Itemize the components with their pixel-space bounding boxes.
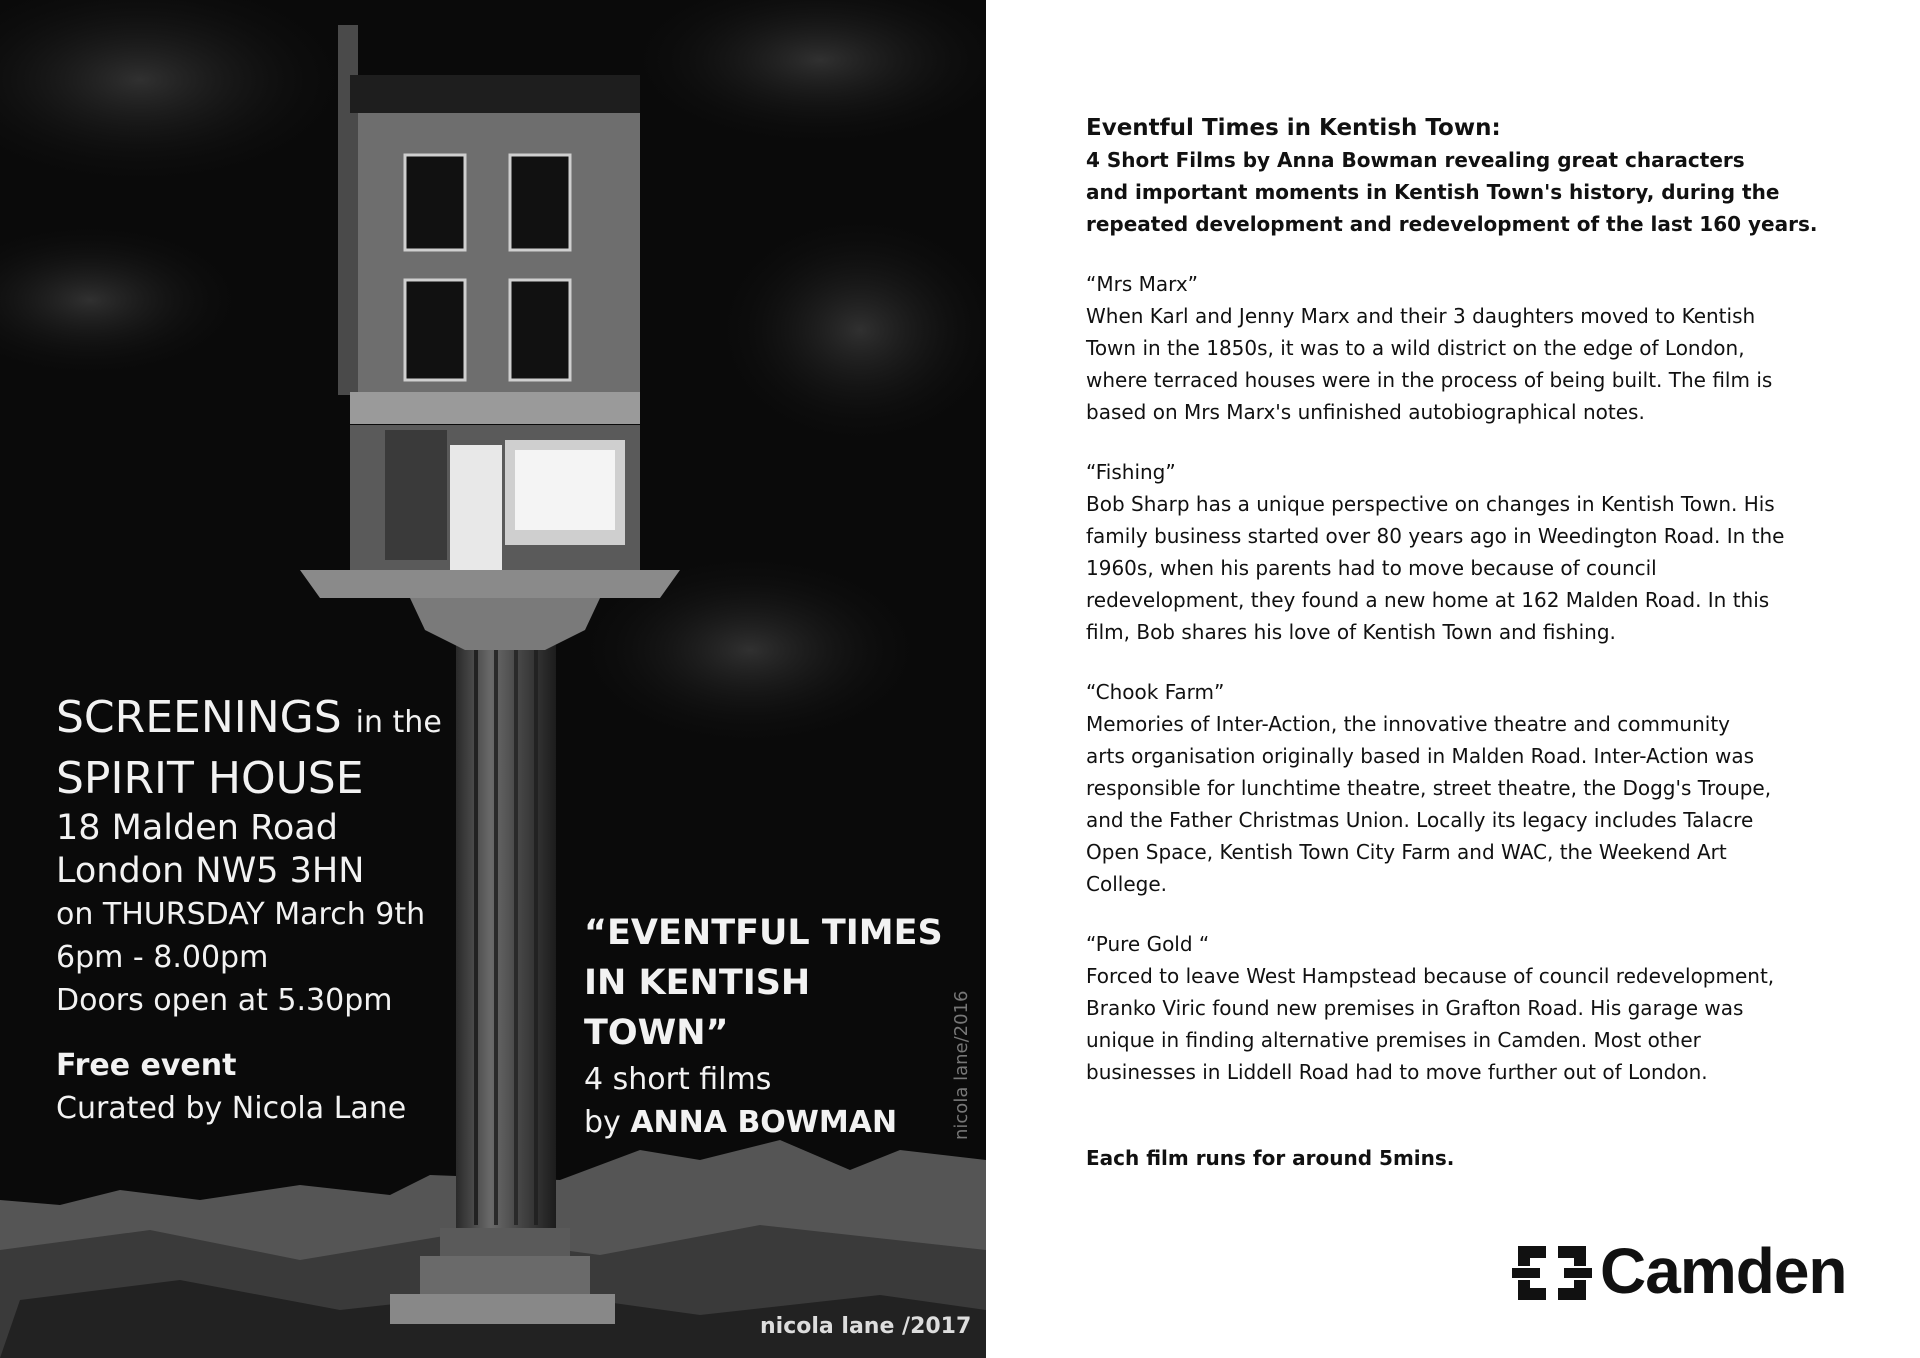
film-desc-line: 1960s, when his parents had to move because of council xyxy=(1086,556,1657,580)
director-name: ANNA BOWMAN xyxy=(630,1105,898,1140)
film-desc-line: Memories of Inter-Action, the innovative theatre and community xyxy=(1086,712,1731,736)
artist-credit: nicola lane /2017 xyxy=(760,1314,972,1339)
film-series-title xyxy=(584,908,964,1144)
film-entry-chook-farm xyxy=(1086,676,1826,900)
vertical-artist-credit: nicola lane/2016 xyxy=(951,990,972,1140)
address-line-1: 18 Malden Road xyxy=(56,808,338,848)
film-desc-line: Bob Sharp has a unique perspective on changes in Kentish Town. His xyxy=(1086,492,1775,516)
film-desc-line: responsible for lunchtime theatre, street theatre, the Dogg's Troupe, xyxy=(1086,776,1772,800)
film-title: “Fishing” xyxy=(1086,460,1176,484)
film-title-line-2: IN KENTISH TOWN” xyxy=(584,963,811,1053)
camden-logo xyxy=(1512,1235,1847,1314)
film-desc-line: businesses in Liddell Road had to move further out of London. xyxy=(1086,1060,1708,1084)
info-subtitle-1: 4 Short Films by Anna Bowman revealing great characters xyxy=(1086,148,1745,172)
pillar-base xyxy=(420,1256,590,1296)
film-desc-line: film, Bob shares his love of Kentish Town and fishing. xyxy=(1086,620,1616,644)
film-desc-line: family business started over 80 years ago in Weedington Road. In the xyxy=(1086,524,1785,548)
screening-details xyxy=(56,690,476,1130)
info-subtitle-2: and important moments in Kentish Town's history, during the xyxy=(1086,180,1780,204)
film-title: “Mrs Marx” xyxy=(1086,272,1199,296)
film-desc-line: where terraced houses were in the process of being built. The film is xyxy=(1086,368,1773,392)
runtime-note: Each film runs for around 5mins. xyxy=(1086,1146,1455,1170)
info-panel xyxy=(1086,112,1826,1174)
director-line xyxy=(584,1101,964,1144)
event-date: on THURSDAY March 9th xyxy=(56,897,426,932)
free-event-label: Free event xyxy=(56,1048,237,1083)
screenings-word: SCREENINGS xyxy=(56,692,342,743)
film-title-line-1: “EVENTFUL TIMES xyxy=(584,913,943,953)
film-desc-line: Branko Viric found new premises in Grafton Road. His garage was xyxy=(1086,996,1744,1020)
venue-name: SPIRIT HOUSE xyxy=(56,753,364,804)
info-title: Eventful Times in Kentish Town: xyxy=(1086,115,1501,141)
film-desc-line: Forced to leave West Hampstead because of council redevelopment, xyxy=(1086,964,1775,988)
film-title: “Chook Farm” xyxy=(1086,680,1225,704)
film-entry-pure-gold xyxy=(1086,928,1826,1088)
screenings-heading xyxy=(56,690,476,751)
film-desc-line: based on Mrs Marx's unfinished autobiographical notes. xyxy=(1086,400,1645,424)
by-text: by xyxy=(584,1105,621,1140)
film-entry-mrs-marx xyxy=(1086,268,1826,428)
info-subtitle-3: repeated development and redevelopment of the last 160 years. xyxy=(1086,212,1818,236)
film-desc-line: redevelopment, they found a new home at 162 Malden Road. In this xyxy=(1086,588,1770,612)
camden-logo-icon xyxy=(1512,1242,1592,1304)
doors-time: Doors open at 5.30pm xyxy=(56,983,393,1018)
house-shelf xyxy=(300,570,680,598)
camden-logo-text: Camden xyxy=(1600,1235,1847,1307)
curator-line: Curated by Nicola Lane xyxy=(56,1091,407,1126)
film-desc-line: College. xyxy=(1086,872,1167,896)
film-desc-line: Town in the 1850s, it was to a wild district on the edge of London, xyxy=(1086,336,1745,360)
film-desc-line: arts organisation originally based in Malden Road. Inter-Action was xyxy=(1086,744,1755,768)
film-desc-line: When Karl and Jenny Marx and their 3 daughters moved to Kentish xyxy=(1086,304,1756,328)
film-count: 4 short films xyxy=(584,1062,772,1097)
film-title: “Pure Gold “ xyxy=(1086,932,1210,956)
film-entry-fishing xyxy=(1086,456,1826,648)
film-desc-line: and the Father Christmas Union. Locally its legacy includes Talacre xyxy=(1086,808,1754,832)
film-desc-line: unique in finding alternative premises in Camden. Most other xyxy=(1086,1028,1701,1052)
event-time: 6pm - 8.00pm xyxy=(56,940,269,975)
address-line-2: London NW5 3HN xyxy=(56,851,365,891)
house-facade xyxy=(350,75,640,395)
in-the-text: in the xyxy=(355,705,442,740)
film-desc-line: Open Space, Kentish Town City Farm and WAC, the Weekend Art xyxy=(1086,840,1727,864)
